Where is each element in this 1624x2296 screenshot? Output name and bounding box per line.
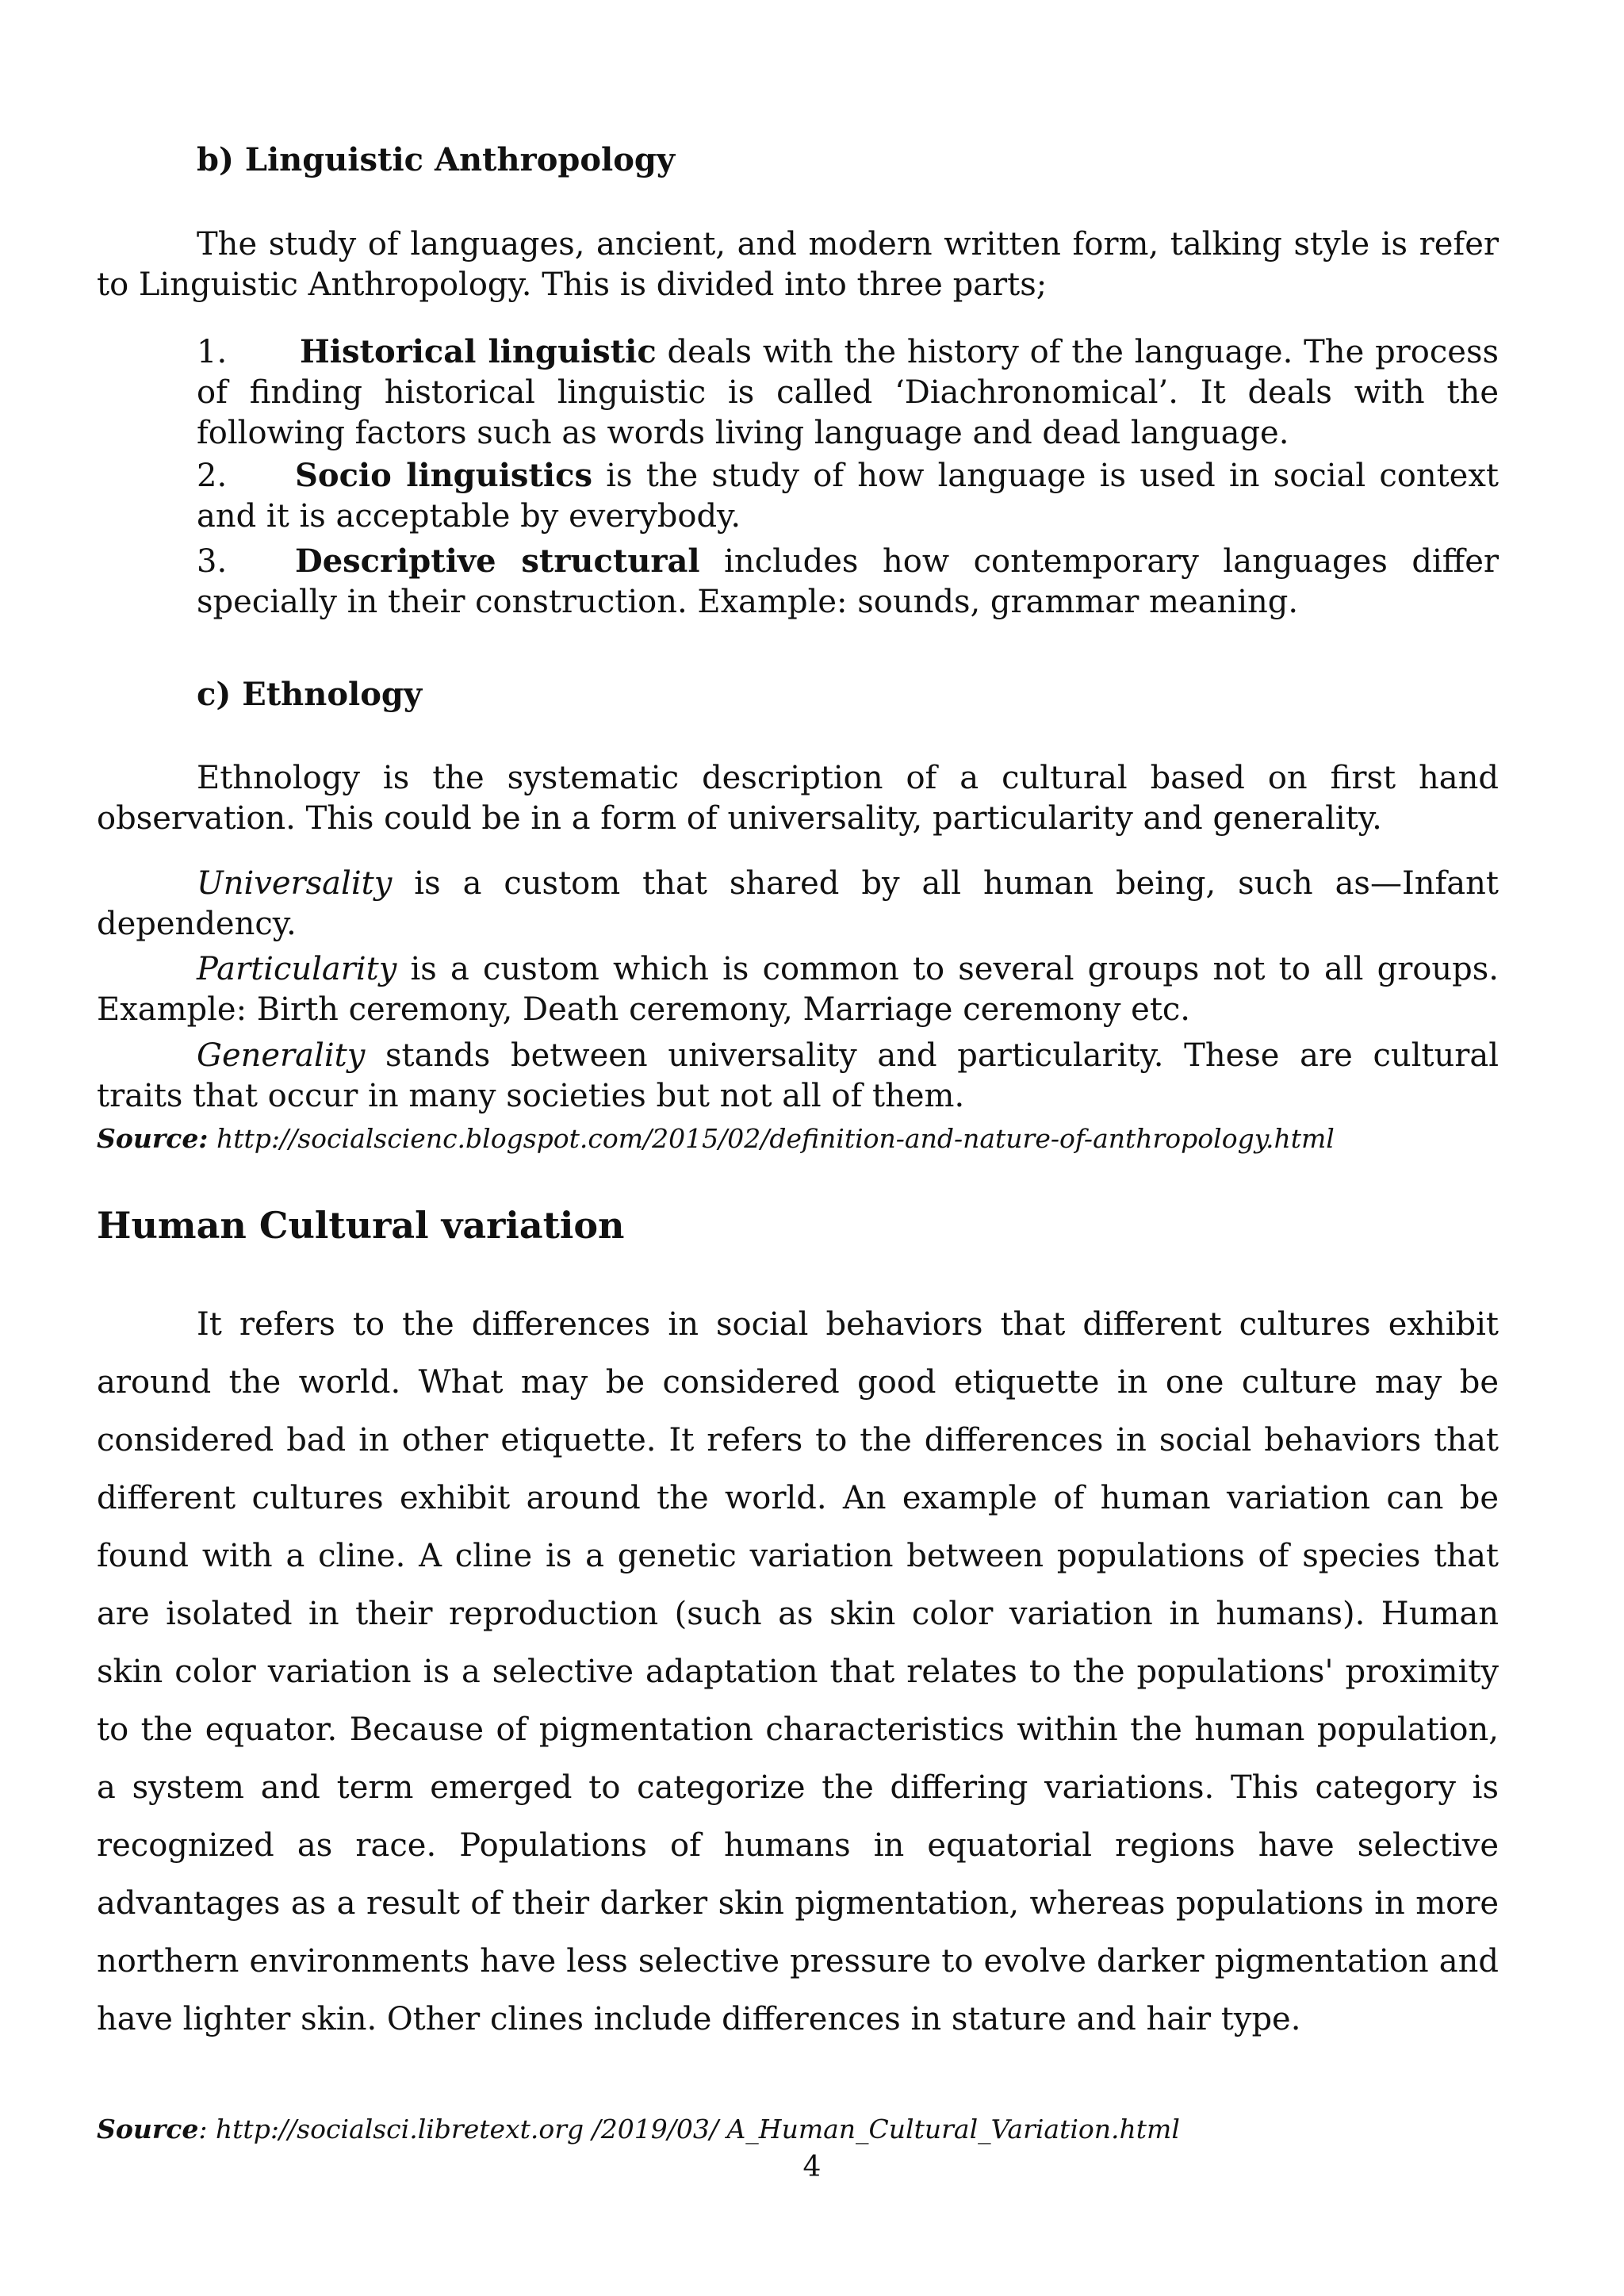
term-name: Universality xyxy=(197,865,393,902)
list-text: deals with the history of the language. The process of finding historical linguistic is called ‘Diachronomical’. It deals with the following factors such as words living language and dead language. xyxy=(197,334,1500,451)
list-item-3 xyxy=(197,541,1499,623)
list-term: Historical linguistic xyxy=(300,333,657,370)
term-particularity xyxy=(97,949,1499,1030)
source-label: Source: xyxy=(97,1123,209,1154)
term-text: stands between universality and particularity. These are cultural traits that occur in many societies but not all of them. xyxy=(97,1037,1499,1114)
section-b-heading: b) Linguistic Anthropology xyxy=(197,141,676,178)
term-name: Particularity xyxy=(197,951,397,987)
page-number: 4 xyxy=(802,2151,822,2183)
source-url: : http://socialsci.libretext.org /2019/03/ A_Human_Cultural_Variation.html xyxy=(198,2114,1180,2145)
list-text: is the study of how language is used in social context and it is acceptable by everybody. xyxy=(197,458,1499,535)
section-c-intro: Ethnology is the systematic description of a cultural based on first hand observation. This could be in a form of universality, particularity and generality. xyxy=(97,760,1499,837)
section-hcv-heading: Human Cultural variation xyxy=(97,1204,625,1247)
list-number: 3. xyxy=(197,543,228,580)
list-number: 2. xyxy=(197,458,228,494)
term-text: is a custom that shared by all human being, such as—Infant dependency. xyxy=(97,865,1499,942)
term-universality xyxy=(97,864,1499,945)
list-term: Descriptive structural xyxy=(295,542,700,580)
source-label: Source xyxy=(97,2114,199,2145)
term-name: Generality xyxy=(197,1037,366,1074)
section-b-intro: The study of languages, ancient, and modern written form, talking style is refer to Linguistic Anthropology. This is divided into three parts; xyxy=(97,226,1499,303)
list-item-2 xyxy=(197,455,1499,537)
list-term: Socio linguistics xyxy=(295,457,592,494)
section-hcv-body: It refers to the differences in social behaviors that different cultures exhibit around the world. What may be considered good etiquette in one culture may be considered bad in other etiquette. It refers to the differences in social behaviors that different cultures exhibit around the world. An example of human variation can be found with a cline. A cline is a genetic variation between populations of species that are isolated in their reproduction (such as skin color variation in humans). Human skin color variation is a selective adaptation that relates to the populations' proximity to the equator. Because of pigmentation characteristics within the human population, a system and term emerged to categorize the differing variations. This category is recognized as race. Populations of humans in equatorial regions have selective advantages as a result of their darker skin pigmentation, whereas populations in more northern environments have less selective pressure to evolve darker pigmentation and have lighter skin. Other clines include differences in stature and hair type. xyxy=(97,1306,1499,2037)
term-generality xyxy=(97,1036,1499,1117)
list-text: includes how contemporary languages differ specially in their construction. Example: sounds, grammar meaning. xyxy=(197,543,1499,620)
list-number: 1. xyxy=(197,334,228,370)
list-item-1 xyxy=(197,332,1499,454)
section-c-heading: c) Ethnology xyxy=(197,676,423,713)
source-citation-2 xyxy=(97,2114,1499,2145)
source-url: http://socialscienc.blogspot.com/2015/02/definition-and-nature-of-anthropology.html xyxy=(208,1123,1335,1154)
source-citation-1 xyxy=(97,1123,1499,1154)
term-text: is a custom which is common to several groups not to all groups. Example: Birth ceremony, Death ceremony, Marriage ceremony etc. xyxy=(97,951,1499,1028)
